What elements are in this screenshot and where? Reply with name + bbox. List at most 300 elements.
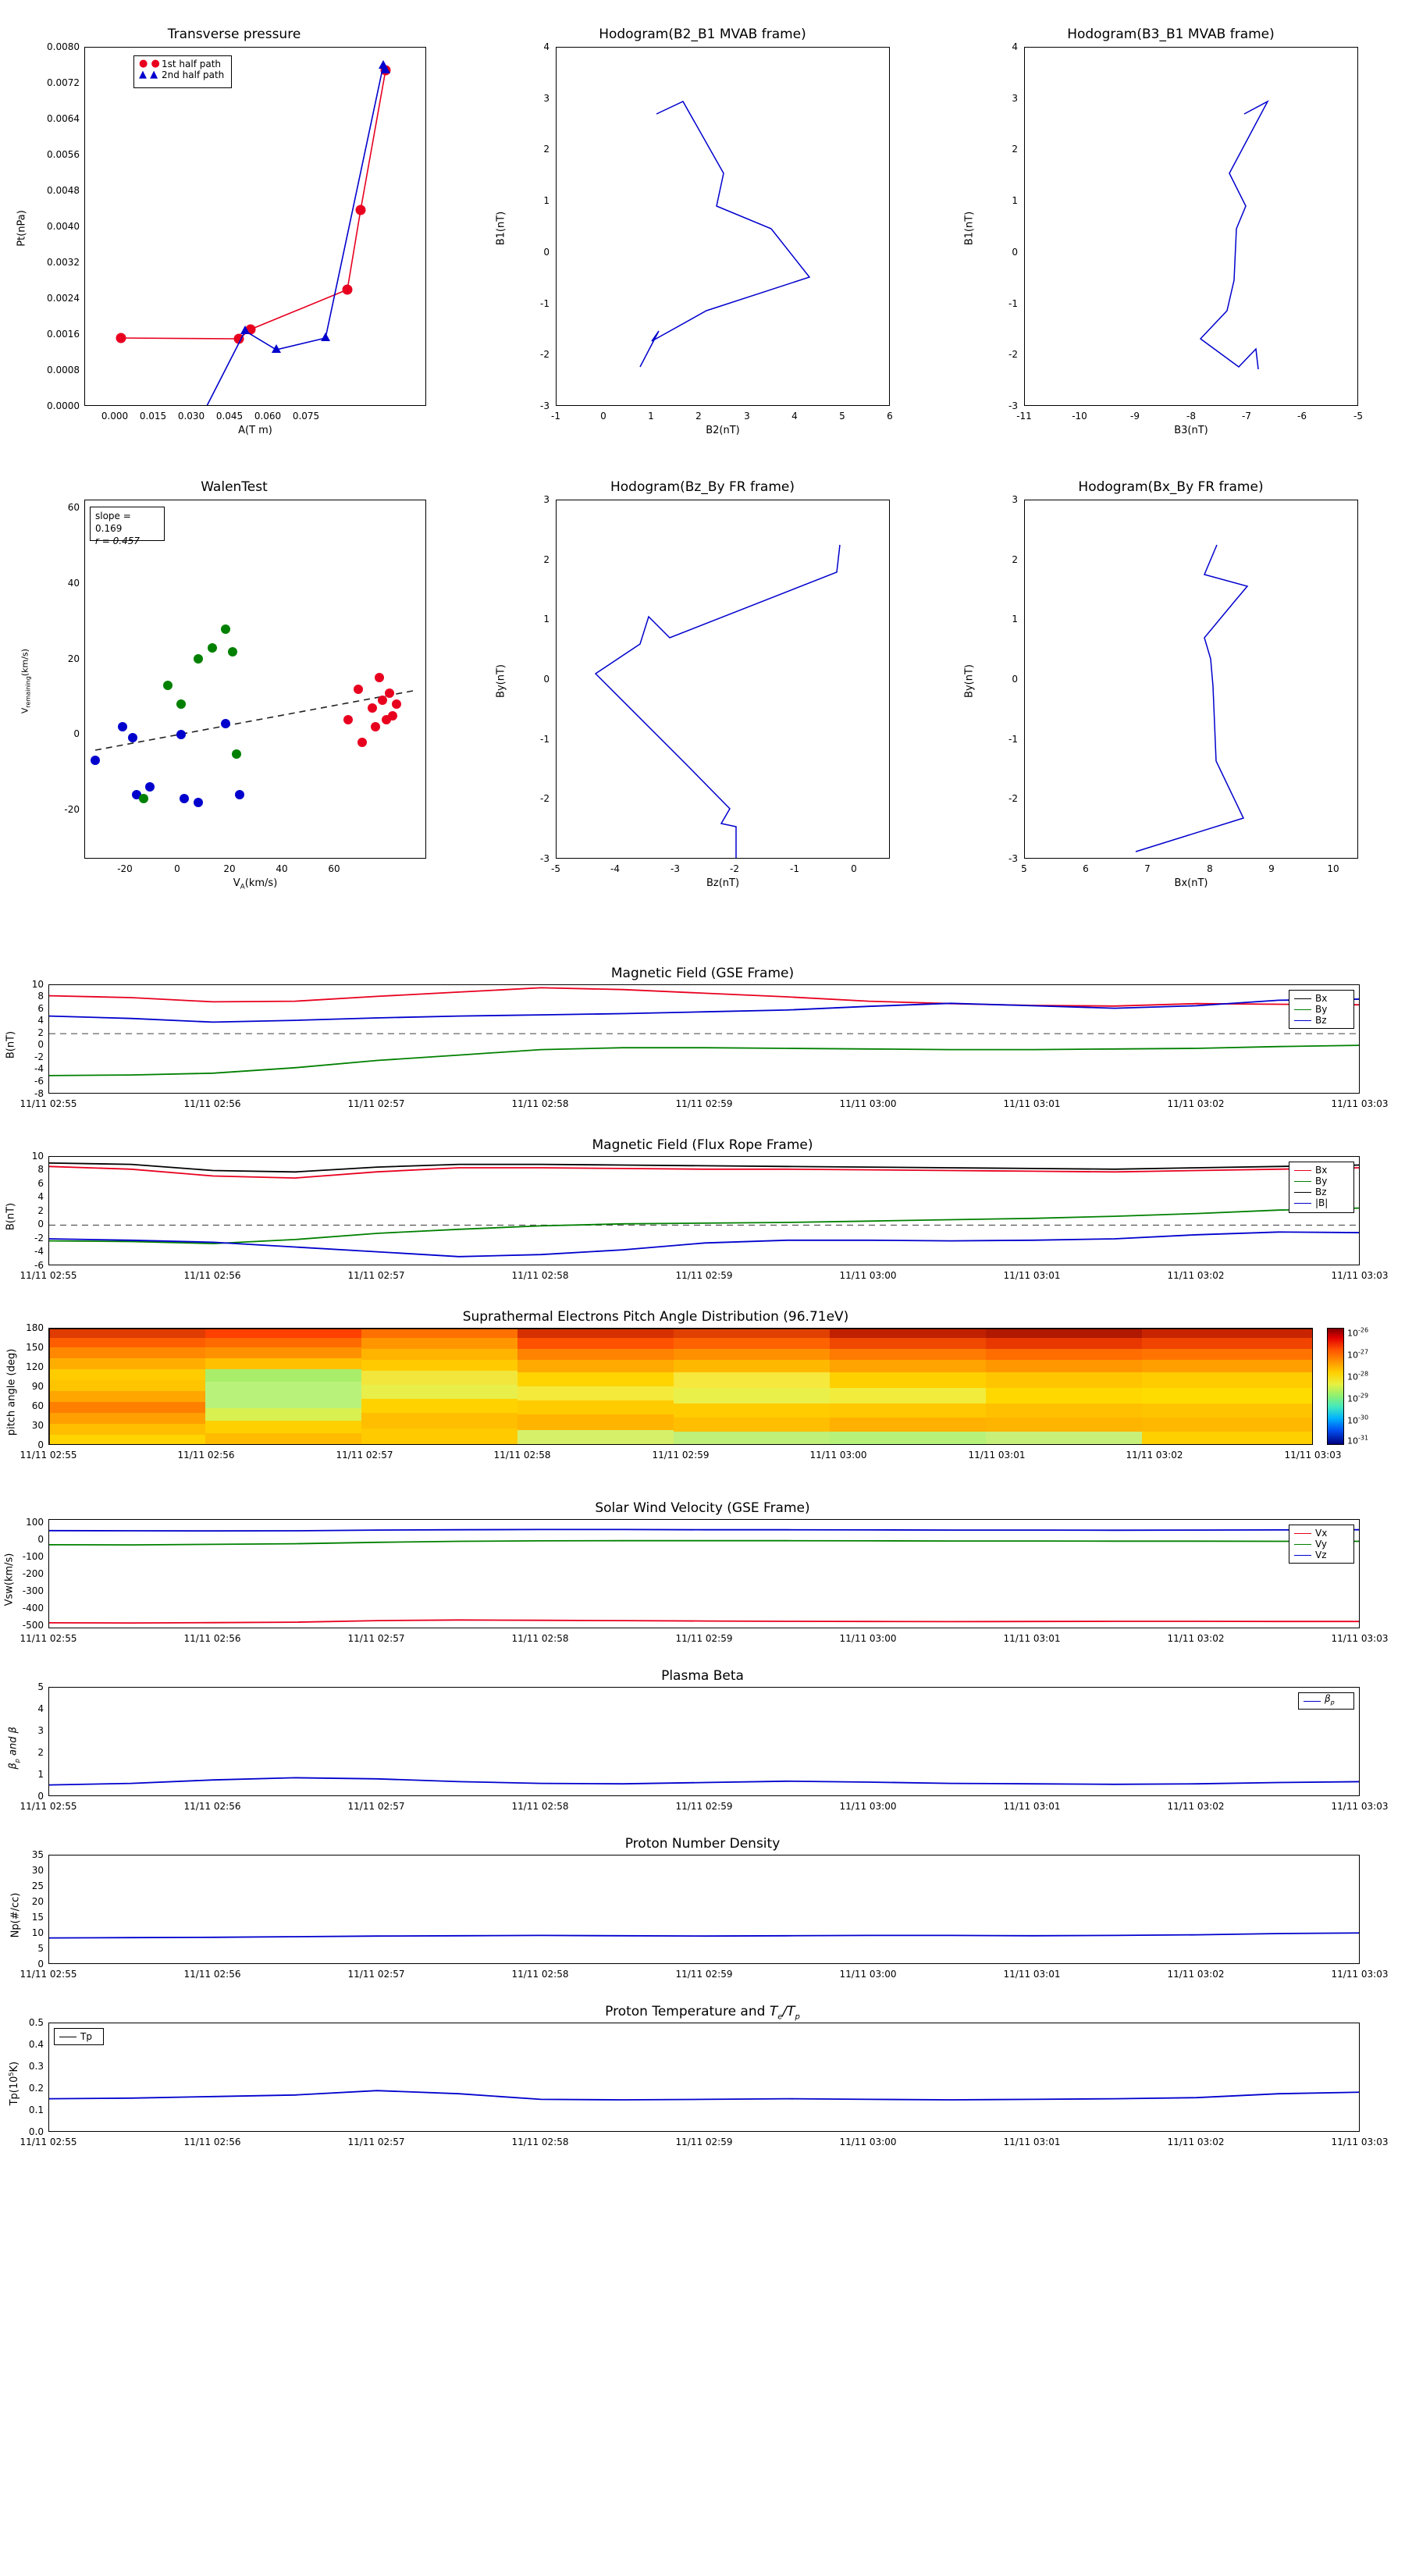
x-tick: 11/11 02:55	[20, 1098, 77, 1109]
plot-area	[556, 47, 890, 406]
panel-solar-wind-velocity	[0, 1499, 1405, 1667]
y-tick: 1	[37, 1769, 44, 1780]
x-tick: -1	[551, 411, 560, 422]
x-tick: 11/11 03:00	[839, 1801, 897, 1812]
x-tick: 11/11 02:55	[20, 1450, 77, 1461]
x-tick: 3	[744, 411, 750, 422]
panel-suprathermal-electrons-pad	[0, 1308, 1405, 1491]
x-tick: 11/11 02:58	[511, 1969, 569, 1980]
x-tick: -9	[1130, 411, 1140, 422]
colorbar-tick: $10^{-27}$	[1347, 1348, 1369, 1361]
y-tick: -2	[34, 1051, 44, 1062]
x-tick: 11/11 03:02	[1167, 1633, 1225, 1644]
legend-item	[1294, 1004, 1349, 1015]
legend-label: Bz	[1315, 1015, 1327, 1026]
x-tick: 11/11 02:56	[183, 2137, 241, 2147]
legend-item	[1304, 1695, 1349, 1706]
x-tick: 11/11 02:57	[347, 1270, 405, 1281]
y-tick: 3	[1012, 93, 1018, 104]
x-tick: 11/11 03:01	[1003, 2137, 1061, 2147]
x-tick: 40	[276, 863, 288, 874]
y-axis-label: $\beta_p$ and β	[7, 1727, 21, 1770]
x-tick: 11/11 03:01	[1003, 1801, 1061, 1812]
x-tick: 11/11 02:55	[20, 1969, 77, 1980]
x-tick: 0	[851, 863, 857, 874]
x-tick: 20	[223, 863, 236, 874]
y-tick: 60	[67, 502, 80, 513]
x-tick: 11/11 02:58	[511, 1801, 569, 1812]
y-tick: 30	[31, 1420, 44, 1431]
y-tick: -1	[540, 298, 550, 309]
x-tick: 11/11 03:00	[839, 1098, 897, 1109]
y-axis-label: Np(#/cc)	[9, 1892, 22, 1938]
y-tick: -2	[34, 1233, 44, 1244]
x-tick: -3	[670, 863, 680, 874]
y-tick: -200	[22, 1568, 44, 1579]
legend-label: Bz	[1315, 1187, 1327, 1197]
legend-label: Vz	[1315, 1550, 1327, 1560]
y-tick: -400	[22, 1603, 44, 1614]
chart-legend	[1289, 1162, 1354, 1213]
y-tick: 2	[37, 1027, 44, 1038]
plot-area	[48, 1519, 1360, 1628]
transverse-pressure-plot	[85, 48, 426, 406]
x-axis-label: Bz(nT)	[706, 877, 740, 889]
y-tick: 0.0048	[47, 185, 80, 196]
legend-marker-circle: ● ●	[139, 58, 160, 69]
legend-item	[1294, 993, 1349, 1004]
x-tick: 5	[839, 411, 845, 422]
chart-legend	[54, 2028, 104, 2045]
hodogram-bz-by-plot	[557, 500, 890, 859]
chart-title: Hodogram(B2_B1 MVAB frame)	[599, 27, 806, 42]
y-axis-label: B1(nT)	[495, 211, 507, 246]
panel-hodogram-b2-b1	[468, 16, 937, 437]
x-tick: 11/11 03:03	[1331, 1633, 1389, 1644]
x-tick: 0.060	[254, 411, 282, 422]
walen-r: r = 0.457	[95, 535, 140, 547]
y-tick: 0	[1012, 247, 1018, 258]
legend-line	[1294, 1555, 1311, 1556]
y-tick: 0.0000	[47, 400, 80, 411]
x-tick: 11/11 02:57	[347, 1969, 405, 1980]
colorbar-tick: $10^{-31}$	[1347, 1434, 1369, 1446]
y-tick: 4	[543, 41, 550, 52]
colorbar-tick: $10^{-26}$	[1347, 1326, 1369, 1339]
x-tick: 11/11 03:00	[839, 1270, 897, 1281]
y-tick: 2	[1012, 554, 1018, 565]
y-tick: 0.0080	[47, 41, 80, 52]
y-tick: 180	[26, 1322, 44, 1333]
y-tick: -2	[1008, 349, 1018, 360]
x-tick: 11/11 02:58	[493, 1450, 551, 1461]
y-tick: 0.5	[28, 2017, 44, 2028]
y-tick: 0	[37, 1959, 44, 1969]
legend-line	[1294, 1203, 1311, 1204]
x-tick: 60	[328, 863, 340, 874]
panel-plasma-beta	[0, 1667, 1405, 1834]
y-tick: 2	[37, 1747, 44, 1758]
legend-line	[1294, 1544, 1311, 1545]
plot-area	[556, 500, 890, 859]
y-tick: -2	[540, 349, 550, 360]
y-tick: 2	[1012, 144, 1018, 155]
x-tick: 11/11 03:00	[809, 1450, 867, 1461]
y-tick: -4	[34, 1063, 44, 1074]
x-tick: 11/11 02:56	[183, 1098, 241, 1109]
panel-magnetic-field-gse	[0, 964, 1405, 1136]
y-tick: 5	[37, 1681, 44, 1692]
legend-item	[1294, 1176, 1349, 1187]
legend-item	[59, 2031, 98, 2042]
hodogram-b3-b1-plot	[1025, 48, 1358, 406]
pad-heatmap	[49, 1329, 1313, 1445]
hodogram-b2-b1-plot	[557, 48, 890, 406]
chart-legend	[1298, 1692, 1354, 1710]
y-tick: 0	[543, 247, 550, 258]
legend-item	[1294, 1187, 1349, 1197]
legend-line	[1294, 1020, 1311, 1021]
x-tick: 11/11 02:56	[183, 1633, 241, 1644]
x-tick: 11/11 03:03	[1331, 1969, 1389, 1980]
walen-annotation	[90, 507, 165, 547]
legend-line	[1294, 1181, 1311, 1182]
x-tick: 0	[174, 863, 180, 874]
x-tick: 11/11 03:00	[839, 1969, 897, 1980]
y-tick: 0	[37, 1439, 44, 1450]
y-tick: 0.1	[28, 2105, 44, 2115]
y-tick: 0.0032	[47, 257, 80, 268]
plot-area	[84, 500, 426, 859]
x-axis-label: A(T m)	[238, 425, 272, 436]
x-tick: 11/11 02:55	[20, 1633, 77, 1644]
x-tick: 11/11 02:56	[177, 1450, 235, 1461]
y-tick: -100	[22, 1551, 44, 1562]
y-tick: 10	[31, 1151, 44, 1162]
y-tick: -20	[64, 804, 80, 815]
y-tick: -3	[540, 400, 550, 411]
x-tick: 0.000	[101, 411, 129, 422]
y-tick: 150	[26, 1342, 44, 1353]
x-tick: 11/11 02:56	[183, 1270, 241, 1281]
chart-title: Hodogram(Bx_By FR frame)	[1078, 479, 1264, 495]
x-axis-label: $V_A(km/s)$	[233, 877, 278, 891]
colorbar-tick: $10^{-29}$	[1347, 1392, 1369, 1404]
y-tick: 0.2	[28, 2083, 44, 2094]
y-tick: 3	[37, 1725, 44, 1736]
x-tick: 11/11 02:55	[20, 2137, 77, 2147]
y-tick: -3	[1008, 400, 1018, 411]
x-tick: -20	[117, 863, 133, 874]
legend-line	[1304, 1701, 1321, 1702]
x-axis-label: B2(nT)	[706, 425, 740, 436]
legend-label: $\beta_p$	[1325, 1693, 1335, 1706]
chart-title: Plasma Beta	[661, 1668, 744, 1684]
y-tick: 0	[37, 1219, 44, 1229]
x-tick: 11/11 02:59	[675, 1098, 733, 1109]
x-tick: 11/11 02:59	[675, 1633, 733, 1644]
panel-hodogram-b3-b1	[937, 16, 1405, 437]
y-tick: -3	[540, 853, 550, 864]
chart-title: Proton Number Density	[624, 1836, 781, 1852]
y-tick: 100	[26, 1517, 44, 1528]
walen-slope: slope = 0.169	[95, 511, 131, 535]
y-axis-label: B(nT)	[5, 1030, 17, 1059]
y-axis-label: Vsw(km/s)	[3, 1553, 16, 1606]
y-tick: 3	[543, 93, 550, 104]
legend-item	[1294, 1550, 1349, 1560]
legend-line	[1294, 998, 1311, 999]
x-tick: 11/11 02:58	[511, 1098, 569, 1109]
y-tick: 0.0040	[47, 221, 80, 232]
plot-area	[48, 1687, 1360, 1796]
y-tick: -1	[1008, 734, 1018, 745]
y-tick: 15	[31, 1912, 44, 1923]
walen-plot	[85, 500, 426, 859]
x-tick: 11/11 02:59	[675, 2137, 733, 2147]
chart-title: Hodogram(B3_B1 MVAB frame)	[1067, 27, 1275, 42]
panel-transverse-pressure	[0, 16, 468, 437]
x-tick: -7	[1242, 411, 1251, 422]
chart-title: Suprathermal Electrons Pitch Angle Distribution (96.71eV)	[462, 1309, 849, 1325]
x-tick: 6	[1083, 863, 1089, 874]
chart-title: Magnetic Field (GSE Frame)	[610, 966, 795, 981]
y-tick: 35	[31, 1849, 44, 1860]
plot-area	[1024, 47, 1358, 406]
y-tick: -6	[34, 1076, 44, 1087]
x-axis-label: Bx(nT)	[1174, 877, 1208, 889]
y-tick: 0	[73, 728, 80, 739]
colorbar	[1327, 1328, 1344, 1445]
hodogram-bx-by-plot	[1025, 500, 1358, 859]
chart-title: Solar Wind Velocity (GSE Frame)	[595, 1500, 810, 1516]
y-axis-label: $Tp(10^5K)$	[7, 2061, 21, 2106]
y-tick: 4	[37, 1015, 44, 1026]
x-tick: 9	[1268, 863, 1275, 874]
x-tick: 11/11 02:56	[183, 1969, 241, 1980]
y-tick: 4	[37, 1703, 44, 1714]
x-tick: 2	[695, 411, 702, 422]
chart-title: Magnetic Field (Flux Rope Frame)	[592, 1137, 813, 1153]
legend-label: Vy	[1315, 1539, 1327, 1550]
legend-item	[1294, 1197, 1349, 1208]
y-tick: 0	[37, 1039, 44, 1050]
x-tick: 0.045	[215, 411, 244, 422]
x-tick: 11/11 02:57	[347, 1098, 405, 1109]
x-tick: 11/11 03:02	[1167, 1801, 1225, 1812]
legend-item	[1294, 1528, 1349, 1539]
panel-hodogram-bz-by	[468, 468, 937, 890]
y-tick: 1	[1012, 614, 1018, 624]
np-plot	[49, 1856, 1360, 1964]
x-tick: -5	[1353, 411, 1363, 422]
y-tick: -3	[1008, 853, 1018, 864]
panel-proton-temperature	[0, 2002, 1405, 2170]
x-tick: 11/11 03:03	[1331, 1098, 1389, 1109]
legend-item	[139, 69, 226, 80]
x-tick: -8	[1186, 411, 1196, 422]
panel-walen-test	[0, 468, 468, 890]
legend-item	[1294, 1165, 1349, 1176]
y-tick: 40	[67, 578, 80, 589]
beta-plot	[49, 1688, 1360, 1796]
y-axis-label: B1(nT)	[963, 211, 976, 246]
x-tick: 0.030	[177, 411, 205, 422]
x-tick: 1	[648, 411, 654, 422]
y-tick: -300	[22, 1585, 44, 1596]
y-tick: 30	[31, 1865, 44, 1876]
y-tick: 2	[543, 554, 550, 565]
legend-marker-triangle: ▲ ▲	[139, 69, 158, 80]
y-tick: -2	[540, 793, 550, 804]
x-tick: 11/11 03:00	[839, 1633, 897, 1644]
y-tick: 60	[31, 1400, 44, 1411]
y-tick: 6	[37, 1003, 44, 1014]
plot-area	[48, 1855, 1360, 1964]
x-tick: 11/11 02:57	[347, 1801, 405, 1812]
x-tick: 8	[1207, 863, 1213, 874]
x-tick: 0	[600, 411, 606, 422]
legend-label: By	[1315, 1004, 1328, 1015]
legend-item	[1294, 1539, 1349, 1550]
x-tick: 11/11 03:01	[1003, 1969, 1061, 1980]
x-tick: 11/11 02:59	[675, 1969, 733, 1980]
y-tick: 20	[31, 1896, 44, 1907]
y-tick: -8	[34, 1088, 44, 1099]
x-tick: 11/11 03:02	[1167, 1969, 1225, 1980]
colorbar-tick: $10^{-28}$	[1347, 1370, 1369, 1382]
vsw-plot	[49, 1520, 1360, 1628]
y-axis-label: $V_{remaining}(km/s)$	[20, 649, 32, 714]
y-axis-label: By(nT)	[963, 664, 976, 698]
chart-legend	[1289, 1525, 1354, 1564]
x-tick: 11/11 02:55	[20, 1270, 77, 1281]
panel-hodogram-bx-by	[937, 468, 1405, 890]
y-axis-label: B(nT)	[5, 1202, 17, 1231]
x-tick: 11/11 03:00	[839, 2137, 897, 2147]
x-tick: -1	[790, 863, 799, 874]
y-tick: 0.0064	[47, 113, 80, 124]
x-tick: 6	[887, 411, 893, 422]
chart-legend	[133, 55, 232, 88]
y-tick: 0	[37, 1791, 44, 1802]
bgse-plot	[49, 985, 1360, 1094]
x-tick: 11/11 03:01	[1003, 1270, 1061, 1281]
chart-title: Proton Temperature and $T_e/T_p$	[605, 2004, 800, 2022]
x-tick: 11/11 02:57	[347, 2137, 405, 2147]
legend-label: Bx	[1315, 1165, 1328, 1176]
y-tick: 0	[37, 1534, 44, 1545]
y-tick: 0.0072	[47, 77, 80, 88]
chart-legend	[1289, 990, 1354, 1029]
y-tick: 0.3	[28, 2061, 44, 2072]
y-axis-label: pitch angle (deg)	[5, 1348, 18, 1436]
y-tick: 1	[543, 195, 550, 206]
x-tick: 11/11 03:02	[1167, 2137, 1225, 2147]
x-tick: 11/11 02:56	[183, 1801, 241, 1812]
chart-title: Hodogram(Bz_By FR frame)	[610, 479, 795, 495]
x-tick: 11/11 03:03	[1284, 1450, 1342, 1461]
y-tick: 8	[37, 1164, 44, 1175]
x-tick: 11/11 02:55	[20, 1801, 77, 1812]
x-tick: -11	[1016, 411, 1032, 422]
x-tick: 11/11 03:02	[1126, 1450, 1183, 1461]
x-tick: -5	[551, 863, 560, 874]
y-tick: 10	[31, 979, 44, 990]
x-tick: 11/11 02:59	[675, 1801, 733, 1812]
plot-area	[48, 2023, 1360, 2132]
y-tick: 0.0024	[47, 293, 80, 304]
y-tick: 0.0016	[47, 329, 80, 340]
y-axis-label: By(nT)	[495, 664, 507, 698]
y-tick: 5	[37, 1943, 44, 1954]
y-axis-label: Pt(nPa)	[16, 210, 28, 247]
y-tick: 20	[67, 653, 80, 664]
y-tick: 0	[543, 674, 550, 685]
x-tick: 11/11 03:03	[1331, 1801, 1389, 1812]
y-tick: 1	[1012, 195, 1018, 206]
x-tick: 11/11 03:03	[1331, 2137, 1389, 2147]
panel-proton-number-density	[0, 1834, 1405, 2002]
y-tick: 2	[37, 1205, 44, 1216]
y-tick: -2	[1008, 793, 1018, 804]
y-tick: 2	[543, 144, 550, 155]
legend-label: |B|	[1315, 1197, 1329, 1208]
x-tick: 0.075	[292, 411, 320, 422]
y-tick: 90	[31, 1381, 44, 1392]
y-tick: 25	[31, 1880, 44, 1891]
y-tick: 0.4	[28, 2039, 44, 2050]
y-tick: 4	[1012, 41, 1018, 52]
x-tick: -10	[1072, 411, 1087, 422]
y-tick: 3	[1012, 494, 1018, 505]
legend-label: 1st half path	[162, 59, 222, 69]
x-axis-label: B3(nT)	[1174, 425, 1208, 436]
legend-label: Vx	[1315, 1528, 1328, 1539]
y-tick: 0.0056	[47, 149, 80, 160]
x-tick: 11/11 03:01	[1003, 1098, 1061, 1109]
y-tick: -500	[22, 1620, 44, 1631]
plot-area	[48, 984, 1360, 1094]
panel-magnetic-field-flux-rope	[0, 1136, 1405, 1308]
legend-line	[1294, 1533, 1311, 1534]
legend-label: Bx	[1315, 993, 1328, 1004]
x-tick: 10	[1327, 863, 1339, 874]
legend-label: Tp	[80, 2031, 92, 2042]
plot-area	[84, 47, 426, 406]
plot-area	[48, 1156, 1360, 1265]
legend-line	[1294, 1009, 1311, 1010]
chart-title: Transverse pressure	[167, 27, 301, 42]
x-tick: 11/11 03:02	[1167, 1098, 1225, 1109]
y-tick: 8	[37, 991, 44, 1002]
x-tick: -6	[1297, 411, 1307, 422]
y-tick: -1	[1008, 298, 1018, 309]
y-tick: 10	[31, 1927, 44, 1938]
y-tick: 3	[543, 494, 550, 505]
x-tick: 5	[1021, 863, 1027, 874]
legend-label: 2nd half path	[162, 69, 225, 80]
y-tick: 1	[543, 614, 550, 624]
legend-label: By	[1315, 1176, 1328, 1187]
colorbar-tick: $10^{-30}$	[1347, 1414, 1369, 1426]
legend-line	[1294, 1170, 1311, 1171]
x-tick: 4	[791, 411, 798, 422]
x-tick: 11/11 02:57	[336, 1450, 393, 1461]
y-tick: 0	[1012, 674, 1018, 685]
y-tick: 120	[26, 1361, 44, 1372]
x-tick: 7	[1144, 863, 1151, 874]
